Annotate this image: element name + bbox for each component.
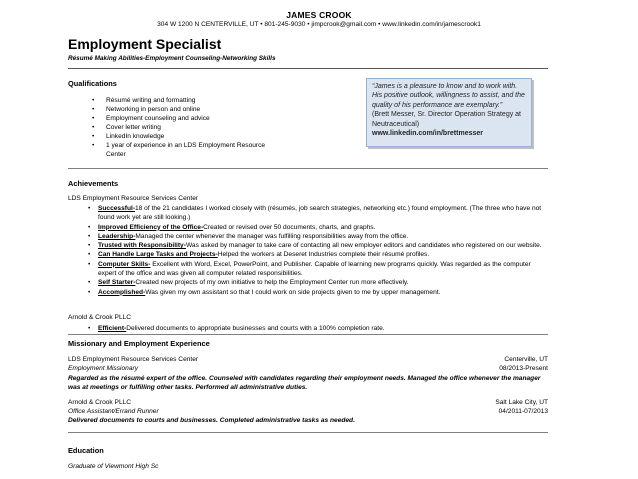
testimonial-link[interactable]: www.linkedin.com/in/brettmesser (372, 130, 483, 138)
job-role: Office Assistant/Errand Runner (68, 408, 159, 415)
list-item: • Accomplished-Was given my own assistant so that I could work on side projects given to me by upper management. (88, 288, 441, 296)
job-role: Employment Missionary (68, 365, 138, 372)
bullet-icon: • (88, 288, 91, 296)
list-item: • Efficient-Delivered documents to appropriate businesses and courts with a 100% completion rate. (88, 325, 385, 332)
qualifications-heading: Qualifications (68, 79, 117, 88)
list-item: • 1 year of experience in an LDS Employment Resource Center (92, 142, 266, 158)
bullet-icon: • (88, 251, 91, 259)
achievements-list-2 (88, 324, 548, 333)
list-item: • Cover letter writing (92, 124, 161, 131)
job-role-row (68, 408, 548, 415)
job-org: LDS Employment Resource Services Center (68, 356, 199, 363)
qualifications-list (92, 96, 272, 159)
bullet-icon: • (88, 232, 91, 240)
bullet-icon: • (88, 325, 91, 332)
divider (68, 334, 548, 335)
job-dates: 04/2011-07/2013 (498, 408, 548, 415)
testimonial-box (366, 78, 532, 147)
divider (68, 168, 548, 169)
subtitle: Résumé Making Abilities-Employment Counseling-Networking Skills (68, 55, 276, 62)
bullet-icon: • (92, 124, 95, 131)
job-description: Regarded as the résumé expert of the office. Counseled with candidates regarding their employment needs. Managed the office whenever the manager was at meetings or fulfilling other tasks. Performed all administrative duties. (68, 375, 541, 392)
divider (68, 68, 548, 69)
testimonial-attribution: (Brett Messer, Sr. Director Operation Strategy at Neutraceutical) (372, 111, 521, 128)
job-org: Arnold & Crook PLLC (68, 399, 132, 406)
education-heading: Education (68, 446, 104, 455)
bullet-icon: • (92, 106, 95, 113)
list-item: • Leadership-Managed the center whenever the manager was fulfilling responsibilities away from the office. (88, 232, 409, 240)
list-item: • Can Handle Large Tasks and Projects-Helped the workers at Deseret Industries complete their résumé profiles. (88, 251, 430, 259)
experience-heading: Missionary and Employment Experience (68, 339, 210, 348)
job-dates: 08/2013-Present (499, 365, 548, 372)
list-item: • Networking in person and online (92, 106, 201, 113)
bullet-icon: • (88, 242, 91, 250)
list-item: • Employment counseling and advice (92, 115, 210, 122)
job-org-row (68, 399, 548, 406)
divider (68, 432, 548, 433)
education-line: Graduate of Viewmont High Sc (68, 463, 159, 470)
bullet-icon: • (88, 205, 91, 212)
org-name: LDS Employment Resource Services Center (68, 195, 199, 202)
list-item: • Trusted with Responsibility-Was asked by manager to take care of contacting all new employer editors and candidates who registered on our website. (88, 242, 542, 250)
bullet-icon: • (92, 133, 95, 140)
bullet-icon: • (88, 279, 91, 287)
list-item: • Self Starter-Created new projects of my own initiative to help the Employment Center run more effectively. (88, 279, 409, 287)
achievements-list (88, 204, 548, 297)
bullet-icon: • (92, 142, 95, 149)
contact-line: 304 W 1200 N CENTERVILLE, UT • 801-245-9030 • jimpcrook@gmail.com • www.linkedin.com/in/jamescrook1 (157, 21, 481, 28)
bullet-icon: • (88, 223, 91, 231)
bullet-icon: • (92, 115, 95, 122)
list-item: • Computer Skills- Excellent with Word, Excel, PowerPoint, and Publisher. Capable of learning new programs quickly. Was regarded as the computer expert of the office and was given all computer related responsibilities. (88, 260, 531, 278)
bullet-icon: • (92, 97, 95, 104)
achievements-heading: Achievements (68, 179, 119, 188)
page-fade (200, 455, 460, 479)
job-role-row (68, 365, 548, 372)
list-item: • Successful-18 of the 21 candidates I worked closely with (résumés, job search strategies, networking etc.) found employment. (The three who have not found work yet are still looking.) (88, 205, 542, 222)
job-description: Delivered documents to courts and businesses. Completed administrative tasks as needed. (68, 417, 355, 424)
list-item: • LinkedIn knowledge (92, 133, 165, 140)
job-org-row (68, 356, 548, 363)
bullet-icon: • (88, 260, 91, 268)
list-item: • Résumé writing and formatting (92, 97, 196, 104)
job-location: Centerville, UT (504, 356, 548, 363)
job-location: Salt Lake City, UT (495, 399, 548, 406)
testimonial-quote: “James is a pleasure to know and to work with. His positive outlook, willingness to assist, and the quality of his performance are exemplary.” (372, 83, 525, 109)
list-item: • Improved Efficiency of the Office-Created or revised over 50 documents, charts, and graphs. (88, 223, 376, 231)
page-title: Employment Specialist (68, 36, 222, 52)
candidate-name: JAMES CROOK (286, 10, 352, 20)
org-name: Arnold & Crook PLLC (68, 314, 132, 321)
